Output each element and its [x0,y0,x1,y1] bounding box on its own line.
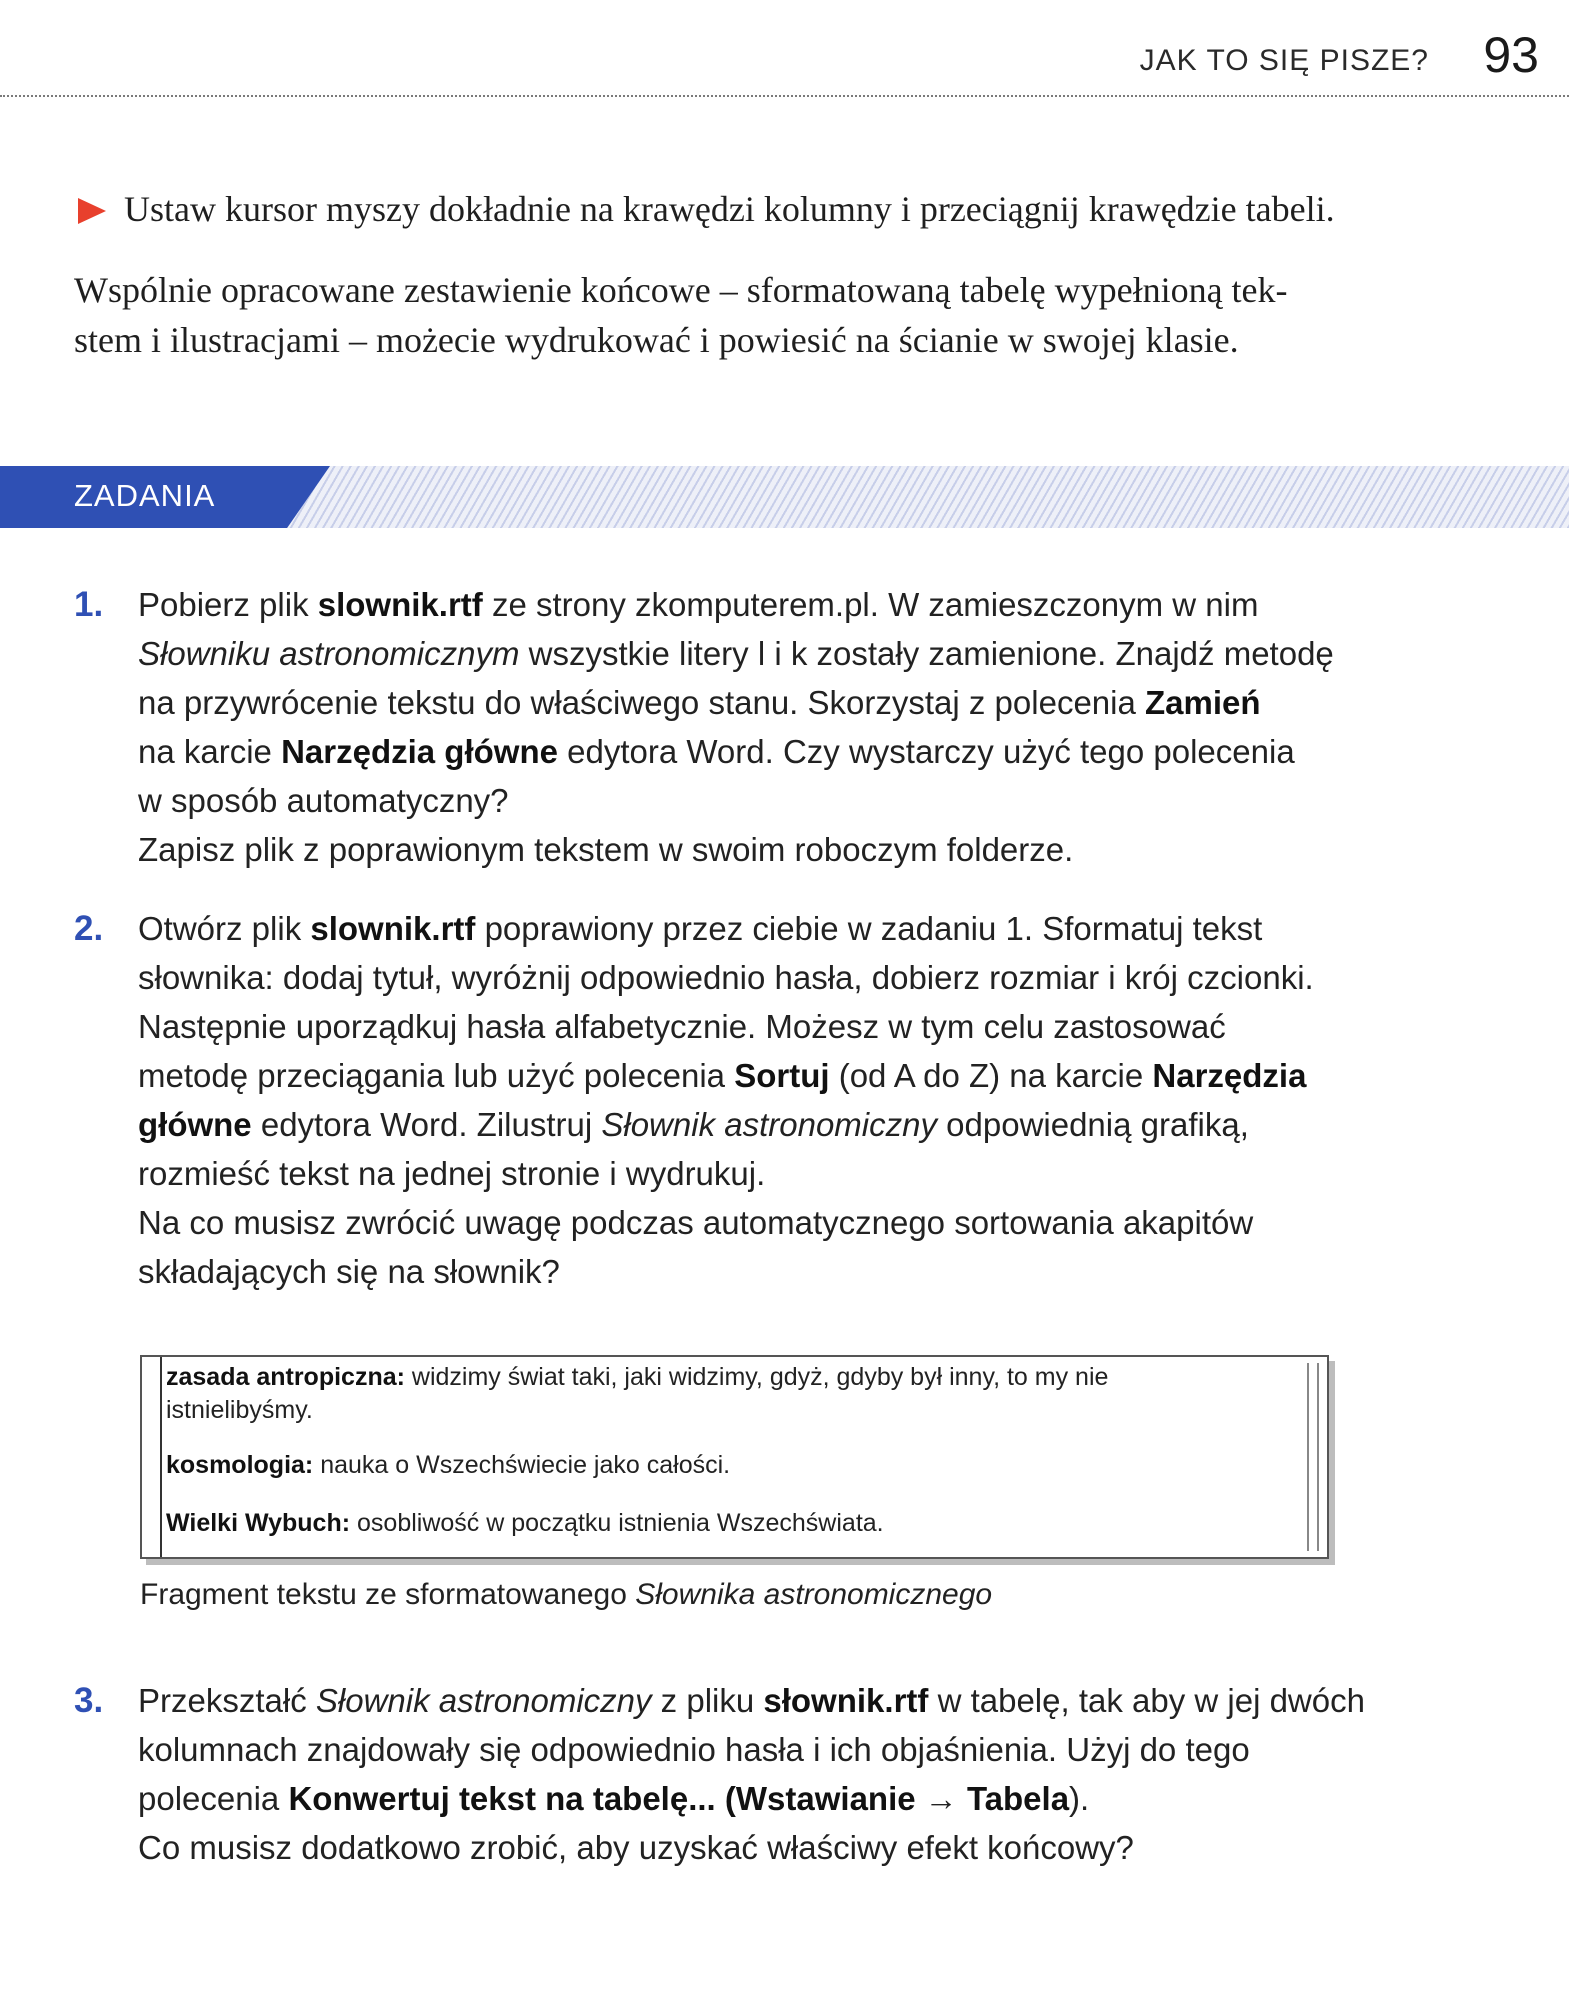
figure-caption [140,1578,992,1612]
text: Na co musisz zwrócić uwagę podczas automatycznego sortowania akapitów [138,1204,1254,1241]
command-name: Konwertuj tekst na tabelę... [288,1780,716,1817]
text: Otwórz plik [138,910,311,947]
text: Następnie uporządkuj hasła alfabetycznie. Możesz w tym celu zastosować [138,1008,1226,1045]
entry-term [166,1363,405,1391]
dictionary-screenshot [140,1355,1329,1559]
summary-paragraph [74,265,1454,365]
task-body [138,580,1508,874]
italic-title: Słowniku astronomicznym [138,635,520,672]
text: polecenia [138,1780,289,1817]
command-name: Zamień [1145,684,1261,721]
text: Pobierz plik [138,586,318,623]
text: Przekształć [138,1682,316,1719]
text: odpowiednią grafiką, [936,1106,1249,1143]
command-name: Sortuj [734,1057,830,1094]
text: ( [715,1780,736,1817]
term-text: zasada antropiczna: [166,1363,405,1391]
arrow-text: → [915,1780,967,1817]
text: w sposób automatyczny? [138,782,509,819]
text: z pliku [651,1682,764,1719]
running-title: JAK TO SIĘ PISZE? [1139,44,1429,77]
text: metodę przeciągania lub użyć polecenia [138,1057,735,1094]
text: Co musisz dodatkowo zrobić, aby uzyskać właściwy efekt końcowy? [138,1829,1134,1866]
dictionary-entry [166,1361,1108,1394]
entry-definition: widzimy świat taki, jaki widzimy, gdyż, gdyby był inny, to my nie [404,1363,1109,1391]
italic-title: Słownik astronomiczny [601,1106,937,1143]
text: słownika: dodaj tytuł, wyróżnij odpowiednio hasła, dobierz rozmiar i krój czcionki. [138,959,1314,996]
task-number: 2. [74,909,104,948]
text: składających się na słownik? [138,1253,560,1290]
vertical-scrollbar [1307,1363,1319,1551]
task-body [138,904,1508,1296]
document-page [160,1357,1327,1557]
text: poprawiony przez ciebie w zadaniu 1. Sformatuj tekst [475,910,1263,947]
caption-text: Fragment tekstu ze sformatowanego [140,1578,636,1611]
tab-name: główne [138,1106,252,1143]
filename: slownik.rtf [310,910,476,947]
entry-continuation: istnielibyśmy. [166,1396,313,1424]
text: kolumnach znajdowały się odpowiednio hasła i ich objaśnienia. Użyj do tego [138,1731,1250,1768]
play-arrow-icon [78,198,106,224]
section-title: ZADANIA [74,478,216,513]
filename: słownik.rtf [763,1682,929,1719]
page-number: 93 [1483,27,1539,83]
section-banner [0,466,1569,528]
task-number: 1. [74,585,104,624]
text: rozmieść tekst na jednej stronie i wydrukuj. [138,1155,766,1192]
instruction-text: Ustaw kursor myszy dokładnie na krawędzi kolumny i przeciągnij krawędzie tabeli. [124,189,1335,229]
filename: slownik.rtf [317,586,483,623]
entry-term: Wielki Wybuch: [166,1509,351,1537]
dictionary-entry [166,1449,730,1482]
text: ze strony zkomputerem.pl. W zamieszczonym w nim [482,586,1259,623]
text: ). [1069,1780,1090,1817]
entry-definition: osobliwość w początku istnienia Wszechświata. [350,1509,884,1537]
text: edytora Word. Czy wystarczy użyć tego polecenia [557,733,1295,770]
dictionary-entry [166,1507,884,1540]
tab-name: Wstawianie [735,1780,916,1817]
paragraph-line: Wspólnie opracowane zestawienie końcowe – sformatowaną tabelę wypełnioną tek- [74,270,1288,310]
task-number: 3. [74,1681,104,1720]
italic-title: Słownik astronomiczny [315,1682,652,1719]
text: (od A do Z) na karcie [829,1057,1153,1094]
paragraph-line: stem i ilustracjami – możecie wydrukować i powiesić na ścianie w swojej klasie. [74,320,1239,360]
text: Zapisz plik z poprawionym tekstem w swoim roboczym folderze. [138,831,1074,868]
command-name: Tabela [966,1780,1070,1817]
task-body [138,1676,1508,1872]
entry-definition: nauka o Wszechświecie jako całości. [313,1451,731,1479]
text: w tabelę, tak aby w jej dwóch [928,1682,1365,1719]
caption-italic: Słownika astronomicznego [635,1578,993,1611]
page-header [0,0,1569,96]
header-divider [0,95,1569,97]
text: na karcie [138,733,282,770]
text: na przywrócenie tekstu do właściwego stanu. Skorzystaj z polecenia [138,684,1145,721]
instruction [78,184,1478,234]
entry-term: kosmologia: [166,1451,314,1479]
text: wszystkie litery l i k zostały zamienione. Znajdź metodę [519,635,1334,672]
text: edytora Word. Zilustruj [251,1106,602,1143]
tab-name: Narzędzia główne [281,733,558,770]
tab-name: Narzędzia [1152,1057,1307,1094]
